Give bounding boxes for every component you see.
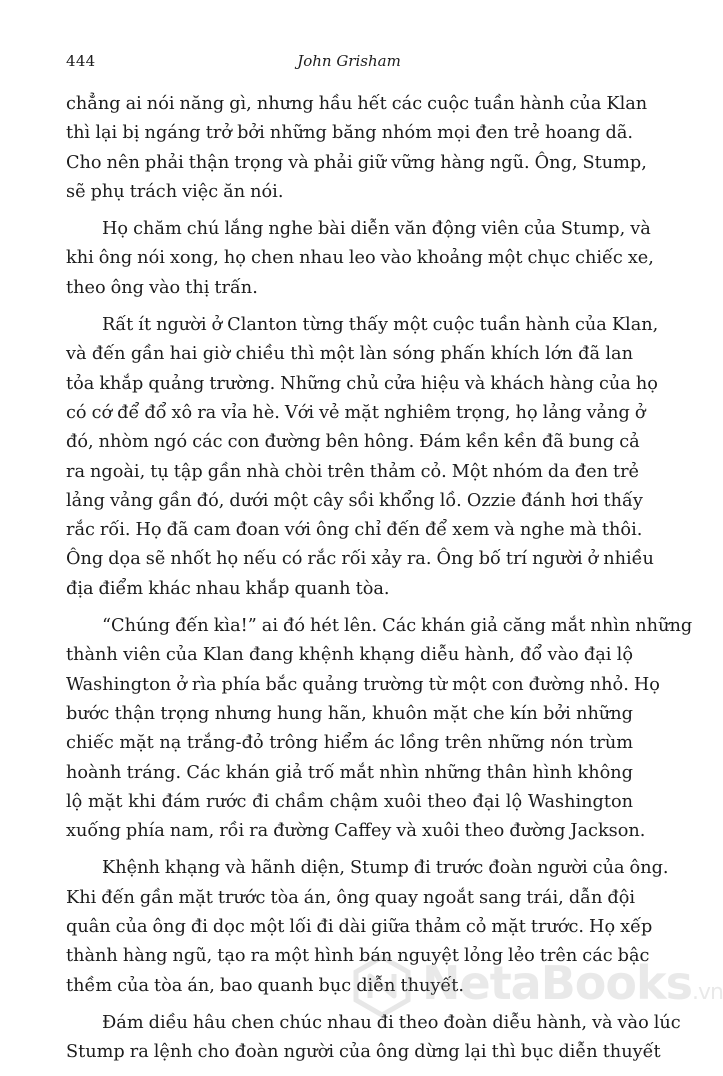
text-line: rắc rối. Họ đã cam đoan với ông chỉ đến để xem và nghe mà thôi. <box>66 520 643 541</box>
running-header-author: John Grisham <box>297 52 401 70</box>
watermark-brand-suffix: .vn <box>691 980 723 1005</box>
text-line: Khi đến gần mặt trước tòa án, ông quay ngoắt sang trái, dẫn đội <box>66 887 636 908</box>
text-line: chẳng ai nói năng gì, nhưng hầu hết các cuộc tuần hành của Klan <box>66 94 648 114</box>
paragraph <box>66 1009 681 1068</box>
text-line: hoành tráng. Các khán giả trố mắt nhìn những thân hình không <box>66 762 633 783</box>
paragraph <box>66 612 693 846</box>
text-line: Đám diều hâu chen chúc nhau đi theo đoàn diễu hành, và vào lúc <box>102 1012 681 1033</box>
text-line: thì lại bị ngáng trở bởi những băng nhóm mọi đen trẻ hoang dã. <box>66 123 633 144</box>
text-line: lộ mặt khi đám rước đi chầm chậm xuôi theo đại lộ Washington <box>66 791 633 812</box>
text-line: Ông dọa sẽ nhốt họ nếu có rắc rối xảy ra. Ông bố trí người ở nhiều <box>66 549 654 570</box>
paragraph <box>66 215 654 303</box>
text-line: Washington ở rìa phía bắc quảng trường từ một con đường nhỏ. Họ <box>66 674 660 695</box>
text-line: Rất ít người ở Clanton từng thấy một cuộc tuần hành của Klan, <box>102 315 659 336</box>
paragraph <box>66 854 669 1000</box>
text-line: thành viên của Klan đang khệnh khạng diễu hành, đổ vào đại lộ <box>66 645 633 666</box>
text-line: thềm của tòa án, bao quanh bục diễn thuyết. <box>66 975 464 996</box>
text-line: xuống phía nam, rồi ra đường Caffey và xuôi theo đường Jackson. <box>66 821 646 842</box>
text-line: Stump ra lệnh cho đoàn người của ông dừng lại thì bục diễn thuyết <box>66 1042 661 1063</box>
text-line: Cho nên phải thận trọng và phải giữ vững hàng ngũ. Ông, Stump, <box>66 152 647 173</box>
text-line: sẽ phụ trách việc ăn nói. <box>66 181 284 202</box>
paragraph <box>66 311 659 604</box>
body-text <box>66 90 693 1076</box>
text-line: ra ngoài, tụ tập gần nhà chòi trên thảm cỏ. Một nhóm da đen trẻ <box>66 461 640 482</box>
text-line: bước thận trọng nhưng hung hãn, khuôn mặt che kín bởi những <box>66 703 633 724</box>
text-line: theo ông vào thị trấn. <box>66 277 258 298</box>
text-line: chiếc mặt nạ trắng-đỏ trông hiểm ác lồng trên những nón trùm <box>66 733 633 754</box>
text-line: có cớ để đổ xô ra vỉa hè. Với vẻ mặt nghiêm trọng, họ lảng vảng ở <box>66 402 646 423</box>
paragraph <box>66 90 648 207</box>
text-line: và đến gần hai giờ chiều thì một làn sóng phấn khích lớn đã lan <box>66 344 633 365</box>
running-header <box>66 52 632 74</box>
text-line: đó, nhòm ngó các con đường bên hông. Đám kền kền đã bung cả <box>66 432 640 453</box>
text-line: khi ông nói xong, họ chen nhau leo vào khoảng một chục chiếc xe, <box>66 248 654 269</box>
text-line: “Chúng đến kìa!” ai đó hét lên. Các khán giả căng mắt nhìn những <box>102 616 693 637</box>
text-line: tỏa khắp quảng trường. Những chủ cửa hiệu và khách hàng của họ <box>66 373 658 394</box>
text-line: quân của ông đi dọc một lối đi dài giữa thảm cỏ mặt trước. Họ xếp <box>66 917 653 938</box>
text-line: Khệnh khạng và hãnh diện, Stump đi trước đoàn người của ông. <box>102 858 669 879</box>
watermark-brand-main: NetaBooks <box>422 956 692 1010</box>
text-line: Họ chăm chú lắng nghe bài diễn văn động viên của Stump, và <box>102 219 651 240</box>
page-number: 444 <box>66 52 96 70</box>
text-line: thành hàng ngũ, tạo ra một hình bán nguyệt lỏng lẻo trên các bậc <box>66 946 650 967</box>
text-line: địa điểm khác nhau khắp quanh tòa. <box>66 578 390 599</box>
text-line: lảng vảng gần đó, dưới một cây sồi khổng lồ. Ozzie đánh hơi thấy <box>66 490 643 511</box>
